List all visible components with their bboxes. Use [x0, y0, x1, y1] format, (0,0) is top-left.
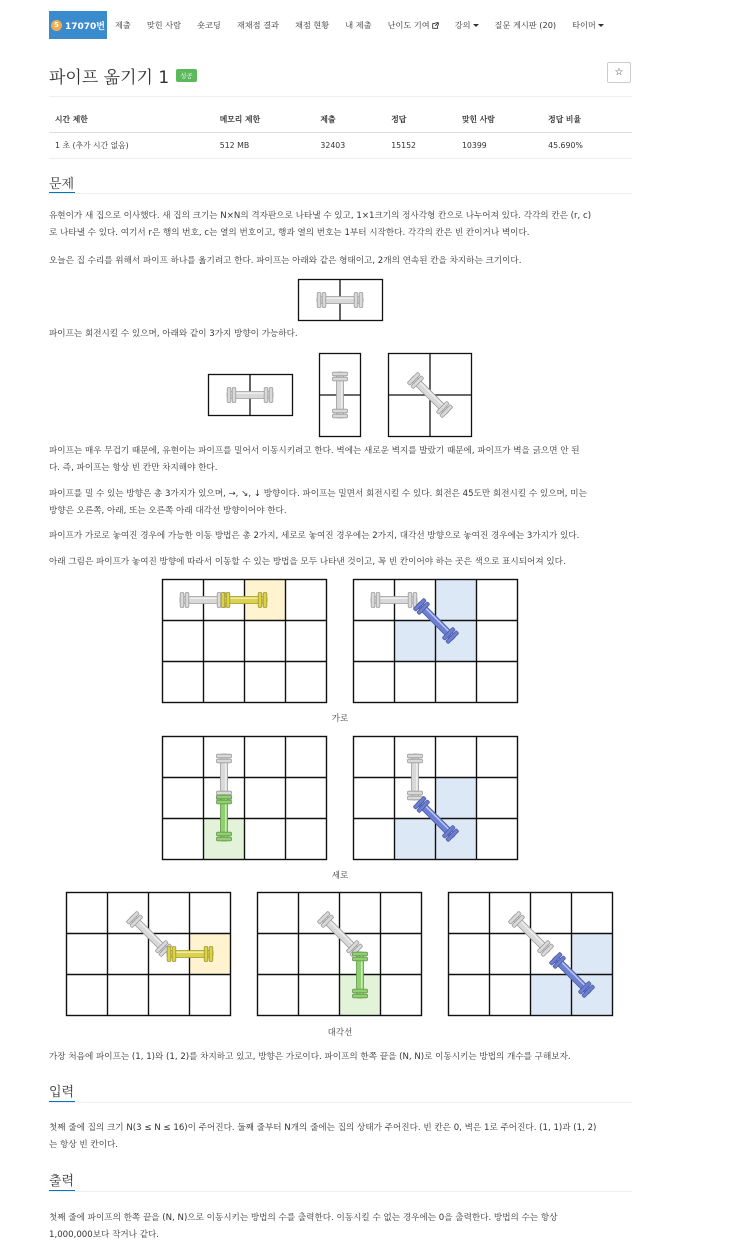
- problem-number-label: 17070번: [64, 21, 105, 32]
- nav-item-label: 강의: [454, 19, 471, 30]
- tier-badge-icon: 5: [51, 20, 62, 31]
- caret-down-icon: [473, 24, 479, 27]
- figure-pipe-shape: [298, 279, 383, 322]
- text-line: 는 항상 빈 칸이다.: [49, 1140, 119, 1150]
- nav-item-label: 타이머: [572, 19, 596, 30]
- nav-item-timer[interactable]: [564, 11, 612, 39]
- nav-item-judge-status[interactable]: [287, 11, 337, 39]
- caption-horizontal: 가로: [331, 714, 349, 724]
- paragraph-figure-description: 아래 그림은 파이프가 놓여진 방향에 따라서 이동할 수 있는 방법을 모두 나타낸 것이고, 꼭 빈 칸이어야 하는 곳은 색으로 표시되어져 있다.: [49, 557, 566, 567]
- figure-orientation-diagonal: [388, 353, 473, 438]
- grid-horizontal-right: [162, 579, 328, 704]
- nav-item-difficulty-contribution[interactable]: [380, 11, 447, 39]
- caption-diagonal: 대각선: [327, 1028, 353, 1038]
- text-line: 파이프를 밀 수 있는 방향은 총 3가지가 있으며, →, ↘, ↓ 방향이다. 파이프는 밀면서 회전시킬 수 있다. 회전은 45도만 회전시킬 수 있으며, 미는: [49, 489, 587, 499]
- text-line: 첫째 줄에 파이프의 한쪽 끝을 (N, N)으로 이동시키는 방법의 수를 출력한다. 이동시킬 수 없는 경우에는 0을 출력한다. 방법의 수는 항상: [49, 1213, 558, 1223]
- section-heading-problem: 문제: [49, 177, 75, 192]
- section-heading-input: 입력: [49, 1085, 75, 1100]
- paragraph-goal: 가장 처음에 파이프는 (1, 1)와 (1, 2)를 차지하고 있고, 방향은 가로이다. 파이프의 한쪽 끝을 (N, N)로 이동시키는 방법의 개수를 구해보자.: [49, 1052, 571, 1062]
- text-line: 유현이가 새 집으로 이사했다. 새 집의 크기는 N×N의 격자판으로 나타낼 수 있고, 1×1크기의 정사각형 칸으로 나누어져 있다. 각각의 칸은 (r, c): [49, 211, 592, 221]
- header-submissions: 제출: [314, 107, 385, 133]
- nav-item-short-coding[interactable]: [189, 11, 229, 39]
- cell-time-limit: 1 초 (추가 시간 없음): [49, 133, 214, 159]
- problem-nav: [49, 11, 612, 39]
- cell-solved-users: 10399: [456, 133, 542, 159]
- nav-item-label: 재채점 결과: [236, 19, 279, 30]
- nav-item-lectures[interactable]: [447, 11, 487, 39]
- nav-item-label: 난이도 기여: [387, 19, 430, 30]
- header-accept-ratio: 정답 비율: [542, 107, 632, 133]
- nav-item-my-submissions[interactable]: [337, 11, 379, 39]
- cell-accepted: 15152: [385, 133, 456, 159]
- nav-item-label: 채점 현황: [294, 19, 330, 30]
- text-line: 다. 즉, 파이프는 항상 빈 칸만 차지해야 한다.: [49, 463, 218, 473]
- problem-info-table: [49, 107, 632, 159]
- grid-diagonal-diagonal: [448, 892, 614, 1017]
- paragraph-intro: [49, 208, 634, 242]
- text-line: 첫째 줄에 집의 크기 N(3 ≤ N ≤ 16)이 주어진다. 둘째 줄부터 N개의 줄에는 집의 상태가 주어진다. 빈 칸은 0, 벽은 1로 주어진다. (1, 1)과 (1, 2): [49, 1123, 597, 1133]
- external-link-icon: [432, 22, 439, 29]
- paragraph-pipe-shape: 오늘은 집 수리를 위해서 파이프 하나를 옮기려고 한다. 파이프는 아래와 같은 형태이고, 2개의 연속된 칸을 차지하는 크기이다.: [49, 256, 522, 266]
- nav-item-label: 맞힌 사람: [146, 19, 182, 30]
- table-row: [49, 133, 632, 159]
- grid-vertical-diagonal: [353, 736, 519, 861]
- text-line: 파이프는 매우 무겁기 때문에, 유현이는 파이프를 밀어서 이동시키려고 한다. 벽에는 새로운 벽지를 발랐기 때문에, 파이프가 벽을 긁으면 안 된: [49, 446, 580, 456]
- grid-diagonal-right: [66, 892, 232, 1017]
- problem-title: 파이프 옮기기 1: [49, 68, 170, 88]
- page-title: [49, 63, 197, 88]
- cell-submissions: 32403: [314, 133, 385, 159]
- figure-orientation-horizontal: [208, 374, 294, 417]
- table-header-row: [49, 107, 632, 133]
- paragraph-directions: [49, 486, 634, 520]
- nav-item-qna-board[interactable]: [487, 11, 565, 39]
- text-line: 1,000,000보다 작거나 같다.: [49, 1230, 160, 1240]
- header-accepted: 정답: [385, 107, 456, 133]
- nav-item-rejudge-results[interactable]: [229, 11, 287, 39]
- grid-horizontal-diagonal: [353, 579, 519, 704]
- text-line: 로 나타낼 수 있다. 여기서 r은 행의 번호, c는 열의 번호이고, 행과 열의 번호는 1부터 시작한다. 각각의 칸은 빈 칸이거나 벽이다.: [49, 228, 530, 238]
- problem-number-tab[interactable]: [49, 11, 107, 39]
- star-icon: ☆: [614, 67, 624, 78]
- divider: [49, 1102, 632, 1103]
- caption-vertical: 세로: [331, 871, 349, 881]
- divider: [49, 1191, 632, 1192]
- nav-item-label: 내 제출: [345, 19, 372, 30]
- nav-item-solved-users[interactable]: [139, 11, 189, 39]
- divider: [49, 193, 632, 194]
- paragraph-push: [49, 443, 634, 477]
- figure-orientation-vertical: [319, 353, 362, 438]
- divider: [49, 96, 632, 97]
- nav-item-label: 제출: [115, 19, 131, 30]
- paragraph-rotation: 파이프는 회전시킬 수 있으며, 아래와 같이 3가지 방향이 가능하다.: [49, 329, 298, 339]
- header-time-limit: 시간 제한: [49, 107, 214, 133]
- nav-item-label: 질문 게시판 (20): [494, 19, 557, 30]
- header-memory-limit: 메모리 제한: [214, 107, 315, 133]
- paragraph-input: [49, 1120, 634, 1154]
- cell-accept-ratio: 45.690%: [542, 133, 632, 159]
- paragraph-move-counts: 파이프가 가로로 놓여진 경우에 가능한 이동 방법은 총 2가지, 세로로 놓여진 경우에는 2가지, 대각선 방향으로 놓여진 경우에는 3가지가 있다.: [49, 531, 580, 541]
- favorite-button[interactable]: [607, 62, 631, 83]
- paragraph-output: [49, 1210, 634, 1244]
- nav-item-label: 숏코딩: [197, 19, 221, 30]
- cell-memory-limit: 512 MB: [214, 133, 315, 159]
- caret-down-icon: [598, 24, 604, 27]
- header-solved-users: 맞힌 사람: [456, 107, 542, 133]
- text-line: 방향은 오른쪽, 아래, 또는 오른쪽 아래 대각선 방향이어야 한다.: [49, 506, 287, 516]
- grid-diagonal-down: [257, 892, 423, 1017]
- grid-vertical-down: [162, 736, 328, 861]
- section-heading-output: 출력: [49, 1174, 75, 1189]
- status-badge: 성공: [176, 69, 197, 82]
- nav-item-submit[interactable]: [107, 11, 139, 39]
